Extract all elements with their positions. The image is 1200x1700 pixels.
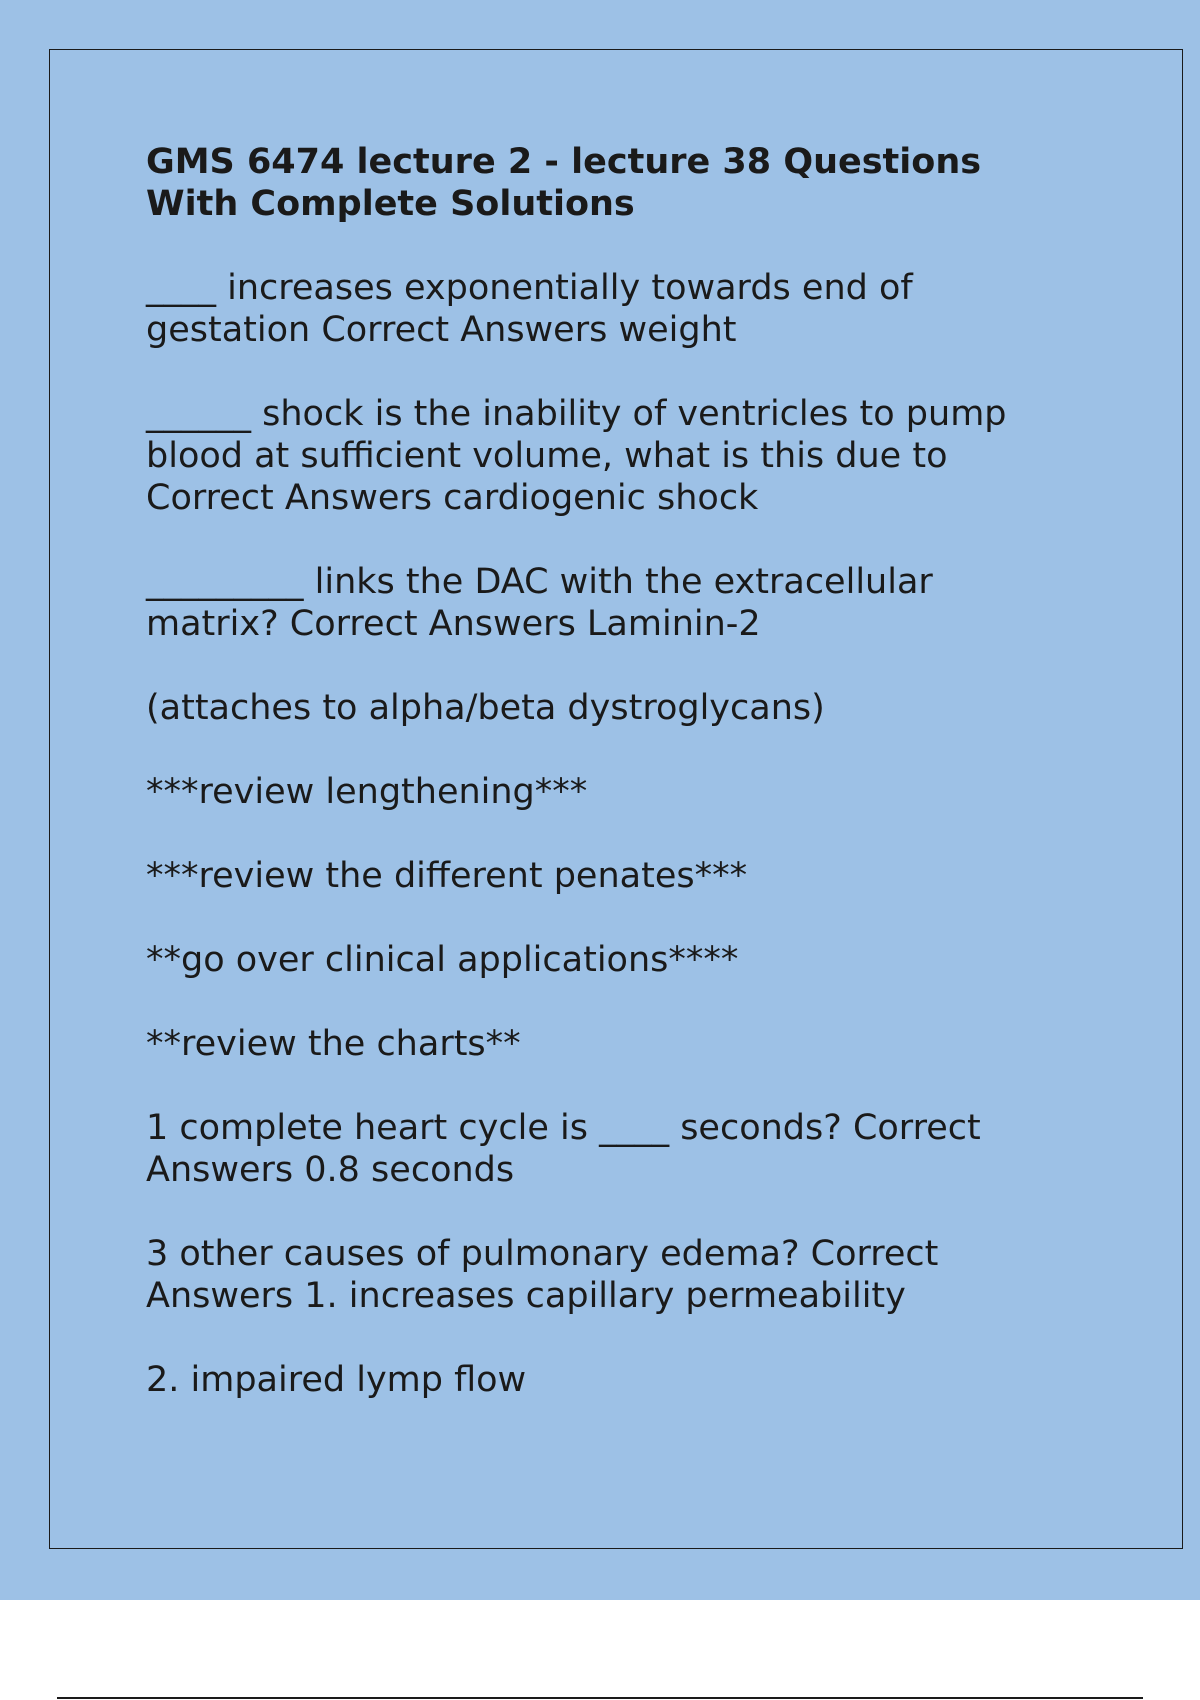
qa-paragraph-3: _________ links the DAC with the extracellular matrix? Correct Answers Laminin-2: [146, 562, 933, 644]
document-content: [146, 141, 1046, 1443]
answer-item-lymph-flow: 2. impaired lymp flow: [146, 1360, 527, 1400]
review-note-penates: ***review the different penates***: [146, 856, 748, 896]
footer-divider: [57, 1697, 1143, 1699]
qa-paragraph-1: ____ increases exponentially towards end of gestation Correct Answers weight: [146, 268, 913, 350]
review-note-charts: **review the charts**: [146, 1024, 521, 1064]
note-paragraph-dystroglycans: (attaches to alpha/beta dystroglycans): [146, 688, 825, 728]
qa-paragraph-2: ______ shock is the inability of ventricles to pump blood at sufficient volume, what is this due to Correct Answers cardiogenic shock: [146, 394, 1007, 518]
qa-paragraph-pulmonary-edema: 3 other causes of pulmonary edema? Correct Answers 1. increases capillary permeability: [146, 1234, 939, 1316]
qa-paragraph-heart-cycle: 1 complete heart cycle is ____ seconds? Correct Answers 0.8 seconds: [146, 1108, 981, 1190]
document-title: GMS 6474 lecture 2 - lecture 38 Questions With Complete Solutions: [146, 142, 982, 224]
review-note-lengthening: ***review lengthening***: [146, 772, 588, 812]
review-note-clinical: **go over clinical applications****: [146, 940, 739, 980]
